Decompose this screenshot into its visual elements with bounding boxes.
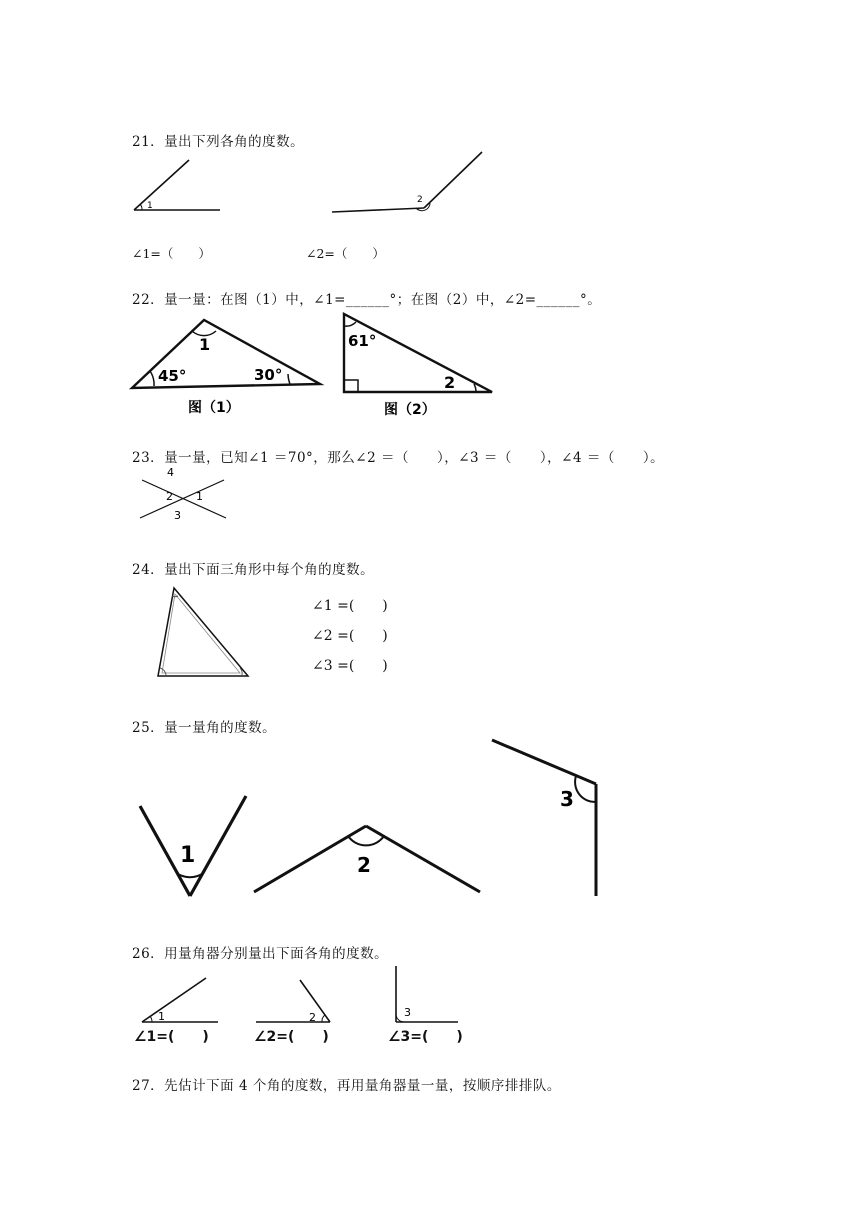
angle-1-ray-upper	[134, 160, 189, 210]
obtuse-angle-label: 2	[357, 853, 371, 877]
q26-answer-2: ∠2=( )	[254, 1029, 329, 1045]
fig1-caption: 图（1）	[188, 400, 240, 416]
question-27-title: 27．先估计下面 4 个角的度数，再用量角器量一量，按顺序排排队。	[132, 1078, 561, 1094]
fig2-angle-2-label: 2	[444, 373, 456, 392]
answer-triangle-angle-1: ∠1 =( )	[312, 598, 388, 614]
question-21-title: 21．量出下列各角的度数。	[132, 134, 305, 150]
fig1-right-angle: 30°	[254, 366, 283, 384]
fig1-left-angle-arc	[150, 371, 154, 386]
angle-4-label: 4	[167, 466, 174, 479]
question-23-figure	[136, 462, 230, 524]
q26-angle-2-arc	[322, 1015, 325, 1022]
angle-1-label: 1	[196, 490, 203, 503]
q26-answer-3: ∠3=( )	[388, 1029, 463, 1045]
v-angle-ray-right	[190, 796, 246, 896]
q26-angle-1-label: 1	[158, 1010, 165, 1023]
fig2-top-angle: 61°	[348, 332, 377, 350]
angle-3-label: 3	[174, 509, 181, 522]
q26-angle-2-label: 2	[309, 1011, 316, 1024]
question-25-figures	[130, 736, 610, 900]
angle-1-arc	[140, 204, 142, 210]
answer-triangle-angle-2: ∠2 =( )	[312, 628, 388, 644]
fig2-caption: 图（2）	[384, 402, 436, 418]
fig1-right-angle-arc	[288, 374, 290, 384]
fig2-right-angle-mark	[344, 380, 358, 392]
v-angle-arc	[178, 874, 202, 877]
question-21-figures	[130, 150, 423, 218]
fig2-top-angle-arc	[344, 322, 356, 326]
obtuse-angle-arc	[348, 836, 384, 845]
question-22-figures	[128, 312, 498, 422]
question-26-title: 26．用量角器分别量出下面各角的度数。	[132, 946, 389, 962]
question-22-title: 22．量一量：在图（1）中，∠1=______°；在图（2）中，∠2=______°。	[132, 292, 602, 308]
q26-angle-1-upper	[142, 978, 206, 1022]
angle-2-ray-base	[332, 208, 424, 212]
fig1-left-angle: 45°	[158, 367, 187, 385]
answer-triangle-angle-3: ∠3 =( )	[312, 658, 388, 674]
intersecting-line-a	[142, 480, 226, 518]
fig1-angle-1-label: 1	[199, 335, 211, 354]
question-25-title: 25．量一量角的度数。	[132, 720, 277, 736]
angle-2-ray-upper	[424, 152, 482, 208]
q26-angle-1-arc	[150, 1016, 152, 1022]
question-26-figures	[130, 962, 480, 1024]
question-24-title: 24．量出下面三角形中每个角的度数。	[132, 562, 375, 578]
q26-angle-3-label: 3	[404, 1006, 411, 1019]
obtuse-angle-ray-left	[254, 826, 366, 892]
fig2-angle-2-arc	[474, 384, 476, 392]
triangle-figure-2	[344, 314, 492, 392]
angle-2-label: 2	[417, 195, 423, 205]
corner-angle-ray-top	[492, 740, 596, 784]
q26-angle-3-arc	[396, 1014, 404, 1022]
answer-angle-1: ∠1=（ ）	[132, 246, 211, 261]
triangle-outline	[158, 588, 248, 676]
v-angle-label: 1	[180, 843, 196, 868]
intersecting-line-b	[140, 480, 224, 518]
angle-1-label: 1	[147, 201, 153, 211]
triangle-inner-edge	[162, 594, 240, 673]
answer-angle-2: ∠2=（ ）	[306, 246, 385, 261]
triangle-angle-left-arc	[160, 668, 166, 675]
question-23-title: 23．量一量，已知∠1 ＝70°，那么∠2 ＝（ ），∠3 ＝（ ），∠4 ＝（ ）。	[132, 450, 665, 466]
angle-2-label: 2	[166, 490, 173, 503]
corner-angle-label: 3	[560, 787, 574, 811]
q26-answer-1: ∠1=( )	[134, 1029, 209, 1045]
question-24-triangle	[154, 582, 254, 680]
